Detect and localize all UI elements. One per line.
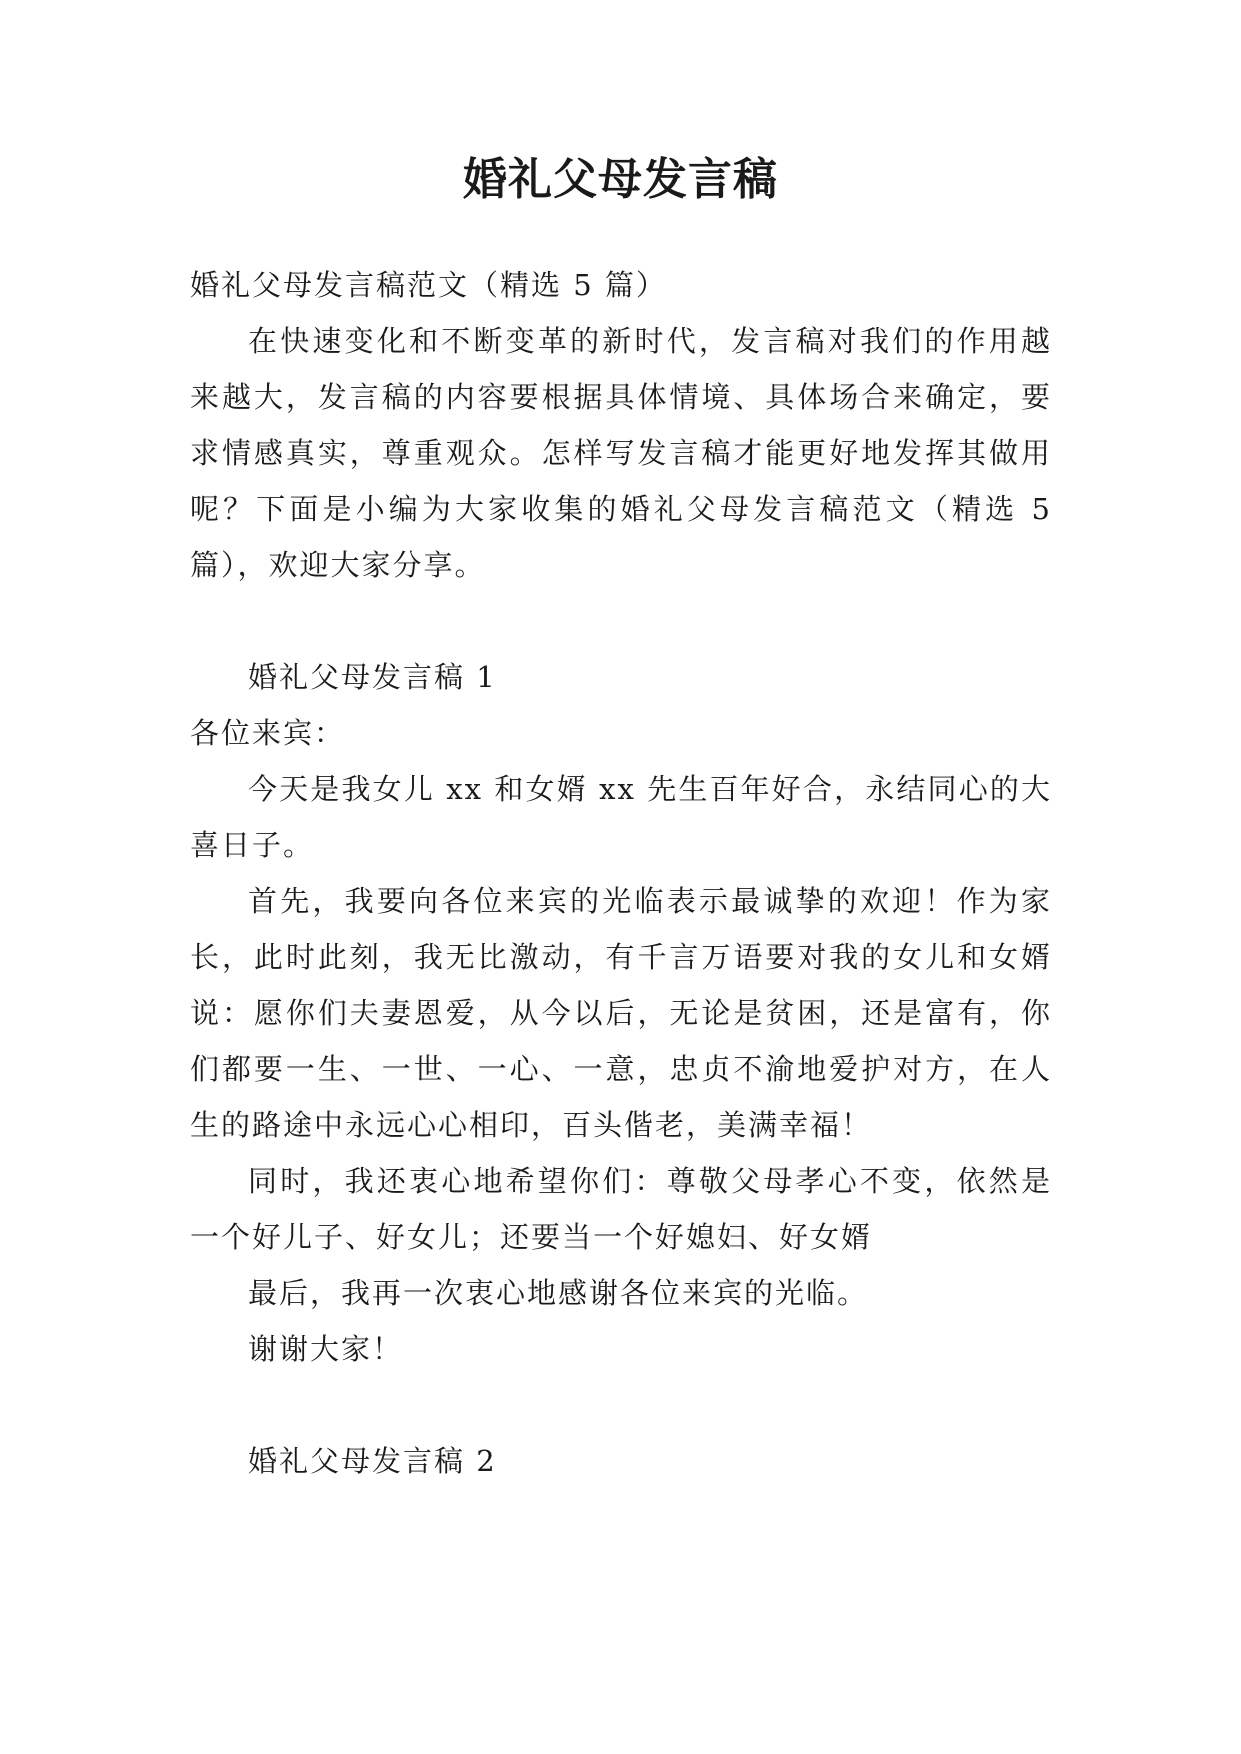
document-body (190, 257, 1052, 1489)
speech-paragraph: 首先，我要向各位来宾的光临表示最诚挚的欢迎！作为家长，此时此刻，我无比激动，有千言万语要对我的女儿和女婿说：愿你们夫妻恩爱，从今以后，无论是贫困，还是富有，你们都要一生、一世、一心、一意，忠贞不渝地爱护对方，在人生的路途中永远心心相印，百头偕老，美满幸福！ (190, 884, 1052, 1142)
speech-paragraph: 同时，我还衷心地希望你们：尊敬父母孝心不变，依然是一个好儿子、好女儿；还要当一个好媳妇、好女婿 (190, 1164, 1052, 1254)
document-title: 婚礼父母发言稿 (463, 154, 778, 205)
speech-paragraph: 谢谢大家！ (248, 1332, 404, 1366)
salutation: 各位来宾： (190, 716, 346, 750)
document-subtitle: 婚礼父母发言稿范文（精选 5 篇） (190, 268, 667, 302)
section-heading-1: 婚礼父母发言稿 1 (248, 660, 497, 694)
speech-paragraph: 最后，我再一次衷心地感谢各位来宾的光临。 (248, 1276, 869, 1310)
intro-paragraph: 在快速变化和不断变革的新时代，发言稿对我们的作用越来越大，发言稿的内容要根据具体情境、具体场合来确定，要求情感真实，尊重观众。怎样写发言稿才能更好地发挥其做用呢？下面是小编为大家收集的婚礼父母发言稿范文（精选 5 篇），欢迎大家分享。 (190, 324, 1052, 582)
section-spacer (190, 593, 1052, 649)
section-spacer (190, 1377, 1052, 1433)
speech-paragraph: 今天是我女儿 xx 和女婿 xx 先生百年好合，永结同心的大喜日子。 (190, 772, 1052, 862)
section-heading-2: 婚礼父母发言稿 2 (248, 1444, 497, 1478)
